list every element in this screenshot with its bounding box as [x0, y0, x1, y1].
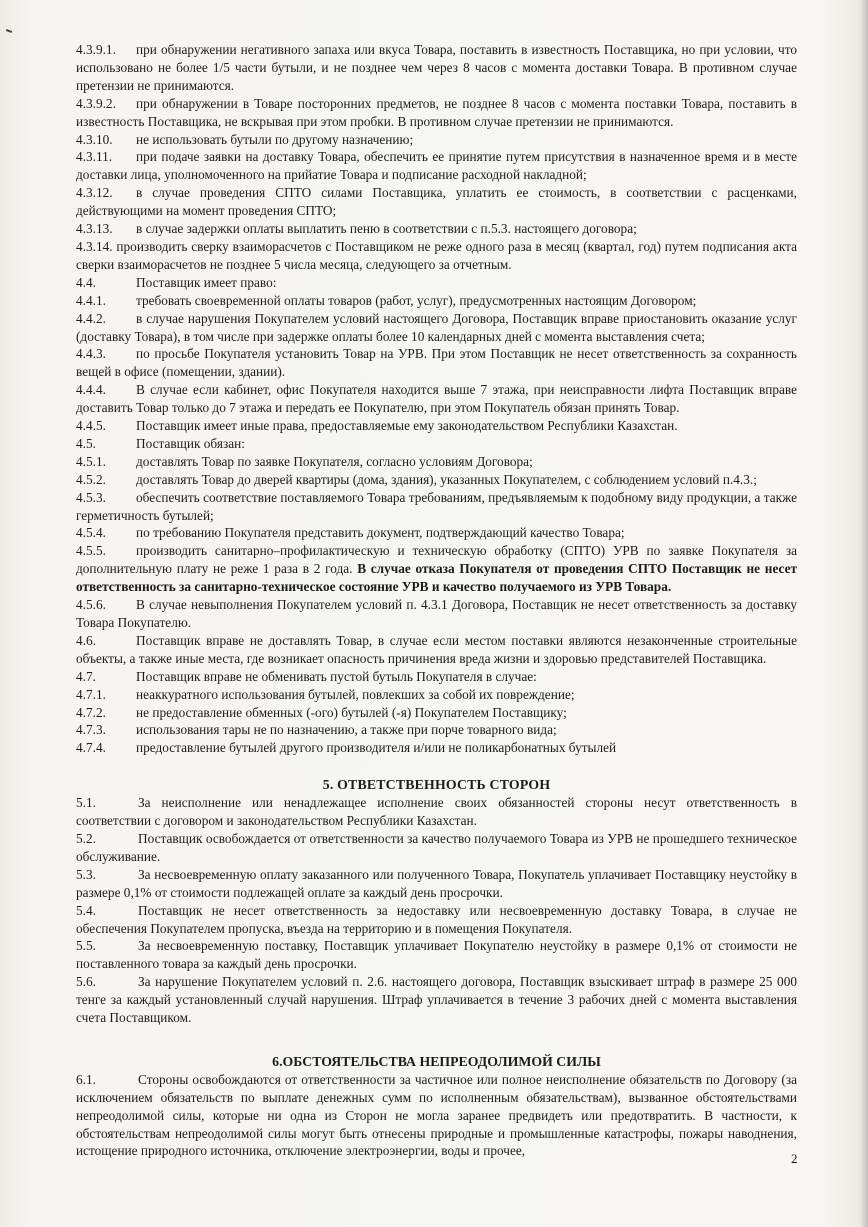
clause-4-3-9-1 [76, 41, 797, 95]
clause-text: Стороны освобождаются от ответственности за частичное или полное неисполнение обязательств по Договору (за исключением обязательств по выплате денежных сумм по исполненным обязательствам), вызванное обстоятельствами непреодолимой силы, которые ни одна из Сторон не могла заранее предвидеть или предотвратить. В частности, к обстоятельствам непреодолимой силы могут быть отнесены природные и промышленные катастрофы, пожары наводнения, истощение природного источника, отключение электроэнергии, воды и прочее, [76, 1071, 797, 1159]
clause-4-4-4 [76, 381, 797, 417]
clause-number: 5.2. [76, 830, 96, 846]
clause-number: 4.4.3. [76, 346, 106, 362]
clause-number: 4.6. [76, 632, 96, 648]
clause-number: 4.3.9.2. [76, 95, 116, 111]
clause-4-5 [76, 435, 797, 453]
section-5-heading: 5. ОТВЕТСТВЕННОСТЬ СТОРОН [322, 777, 551, 793]
clause-number: 4.7.1. [76, 686, 106, 702]
clause-number: 6.1. [76, 1071, 96, 1087]
clause-number: 4.3.13. [76, 221, 113, 237]
clause-number: 4.3.10. [76, 131, 113, 147]
clause-text: при подаче заявки на доставку Товара, обеспечить ее принятие путем присутствия в назначенное время и в месте доставки лица, уполномоченного на прийатие Товара и подписание расходной накладной; [76, 149, 797, 183]
page-number: 2 [791, 1151, 798, 1166]
clause-4-7 [76, 668, 797, 686]
clause-text: по просьбе Покупателя установить Товар на УРВ. При этом Поставщик не несет ответственность за сохранность вещей в офисе (помещении, здании). [76, 346, 797, 380]
clause-4-7-3 [76, 721, 797, 739]
clause-4-4 [76, 274, 797, 292]
clause-4-3-11 [76, 148, 797, 184]
clause-4-5-4 [76, 524, 797, 542]
clause-text: Поставщик вправе не доставлять Товар, в случае если местом поставки являются незаконченные строительные объекты, а также иные места, где возникает опасность причинения вреда жизни и здоровью представителей Поставщика. [76, 632, 797, 666]
clause-number: 4.4.5. [76, 418, 106, 434]
clause-number: 5.4. [76, 902, 96, 918]
clause-number: 5.3. [76, 866, 96, 882]
clause-4-5-1 [76, 453, 797, 471]
clause-5-2 [76, 830, 797, 866]
clause-number: 4.4. [76, 274, 96, 290]
scan-mark [6, 29, 12, 33]
clause-text: при обнаружении в Товаре посторонних предметов, не позднее 8 часов с момента поставки Товара, поставить в известность Поставщика, не вскрывая при этом пробки. В противном случае претензии не принимаются. [76, 95, 797, 129]
clause-4-4-5 [76, 417, 797, 435]
clause-text: В случае если кабинет, офис Покупателя находится выше 7 этажа, при неисправности лифта Поставщик вправе доставить Товар только до 7 этажа и передать ее Покупателю, при этом Покупатель обязан принять Товар. [76, 382, 797, 416]
clause-text: при обнаружении негативного запаха или вкуса Товара, поставить в известность Поставщика, но при условии, что использовано не более 1/5 части бутыли, и не позднее чем через 8 часов с момента доставки Товара. В противном случае претензии не принимаются. [76, 42, 797, 93]
clause-4-3-12 [76, 184, 797, 220]
clause-number: 4.3.14. [76, 238, 113, 254]
clause-4-4-2 [76, 310, 797, 346]
clause-number: 4.5. [76, 435, 96, 451]
clause-number: 4.3.12. [76, 185, 113, 201]
clause-4-7-1 [76, 686, 797, 704]
clause-number: 4.4.1. [76, 292, 106, 308]
clause-number: 4.3.9.1. [76, 42, 116, 57]
clause-5-1 [76, 794, 797, 830]
clause-4-3-13 [76, 220, 797, 238]
document-body [76, 41, 797, 1160]
clause-text: За несвоевременную поставку, Поставщик уплачивает Покупателю неустойку в размере 0,1% от стоимости не поставленного товара за каждый день просрочки. [76, 938, 797, 972]
clause-4-6 [76, 632, 797, 668]
clause-text: доставлять Товар до дверей квартиры (дома, здания), указанных Покупателем, с соблюдением условий п.4.3.; [136, 471, 757, 487]
clause-text: производить сверку взаиморасчетов с Поставщиком не реже одного раза в месяц (квартал, год) путем подписания акта сверки взаиморасчетов не позднее 5 числа месяца, следующего за отчетным. [76, 238, 797, 272]
clause-text: в случае нарушения Покупателем условий настоящего Договора, Поставщик вправе приостановить оказание услуг (доставку Товара), в том числе при задержке оплаты более 10 календарных дней с момента выставления счета; [76, 310, 797, 344]
clause-text: Поставщик имеет право: [136, 274, 277, 290]
clause-4-3-10 [76, 131, 797, 149]
clause-number: 4.7.4. [76, 740, 106, 756]
clause-number: 5.6. [76, 974, 96, 990]
clause-bold-text: В случае отказа Покупателя от проведения СПТО Поставщик не несет ответственность за санитарно-техническое состояние УРВ и качество получаемого из УРВ Товара. [76, 561, 798, 595]
clause-text: производить санитарно–профилактическую и техническую обработку (СПТО) УРВ по заявке Покупателя за дополнительную плату не реже 1 раза в 2 года. [76, 543, 797, 577]
clause-number: 5.5. [76, 938, 96, 954]
clause-5-4 [76, 902, 797, 938]
clause-number: 4.7.3. [76, 722, 106, 738]
clause-number: 4.5.5. [76, 543, 106, 559]
clause-text: не использовать бутыли по другому назначению; [136, 131, 414, 147]
clause-4-5-6 [76, 596, 797, 632]
clause-4-4-3 [76, 345, 797, 381]
clause-5-3 [76, 866, 797, 902]
clause-4-3-14 [76, 238, 797, 274]
clause-text: не предоставление обменных (-ого) бутылей (-я) Покупателем Поставщику; [136, 704, 567, 720]
clause-4-7-2 [76, 704, 797, 722]
clause-text: Поставщик обязан: [136, 435, 245, 451]
clause-number: 4.7. [76, 668, 96, 684]
clause-text: В случае невыполнения Покупателем условий п. 4.3.1 Договора, Поставщик не несет ответственность за доставку Товара Покупателю. [76, 597, 797, 630]
clause-number: 4.5.2. [76, 471, 106, 487]
clause-text: по требованию Покупателя представить документ, подтверждающий качество Товара; [136, 525, 625, 541]
clause-number: 4.4.2. [76, 310, 106, 326]
clause-number: 4.3.11. [76, 149, 113, 165]
clause-text: За несвоевременную оплату заказанного или полученного Товара, Покупатель уплачивает Поставщику неустойку в размере 0,1% от стоимости подлежащей оплате за каждый день просрочки. [76, 866, 797, 900]
clause-5-6 [76, 973, 797, 1027]
clause-4-5-2 [76, 471, 797, 489]
clause-text: За нарушение Покупателем условий п. 2.6. настоящего договора, Поставщик взыскивает штраф в размере 25 000 тенге за каждый установленный случай нарушения. Штраф уплачивается в течение 3 рабочих дней с момента выставления счета Поставщиком. [76, 974, 797, 1026]
clause-4-7-4 [76, 739, 797, 757]
clause-4-5-3 [76, 489, 797, 525]
clause-number: 4.7.2. [76, 704, 106, 720]
clause-text: в случае проведения СПТО силами Поставщика, уплатить ее стоимость, в соответствии с расценками, действующими на момент проведения СПТО; [76, 185, 797, 219]
clause-text: неаккуратного использования бутылей, повлекших за собой их повреждение; [136, 686, 575, 702]
clause-text: обеспечить соответствие поставляемого Товара требованиям, предъявляемым к подобному виду продукции, а также герметичность бутылей; [76, 489, 797, 523]
section-6-heading: 6.ОБСТОЯТЕЛЬСТВА НЕПРЕОДОЛИМОЙ СИЛЫ [272, 1053, 601, 1069]
clause-text: Поставщик имеет иные права, предоставляемые ему законодательством Республики Казахстан. [136, 418, 678, 434]
clause-number: 4.5.4. [76, 525, 106, 541]
clause-text: в случае задержки оплаты выплатить пеню в соответствии с п.5.3. настоящего договора; [136, 221, 637, 237]
clause-text: требовать своевременной оплаты товаров (работ, услуг), предусмотренных настоящим Договором; [136, 292, 697, 308]
clause-number: 4.4.4. [76, 382, 106, 398]
clause-text: Поставщик не несет ответственность за недоставку или несвоевременную доставку Товара, в случае не обеспечения Покупателем пропуска, въезда на территорию и в помещения Покупателя. [76, 902, 797, 936]
clause-text: доставлять Товар по заявке Покупателя, согласно условиям Договора; [136, 453, 533, 469]
clause-text: предоставление бутылей другого производителя и/или не поликарбонатных бутылей [136, 740, 617, 756]
page-edge-shadow [860, 0, 868, 1227]
clause-5-5 [76, 937, 797, 973]
clause-4-4-1 [76, 292, 797, 310]
clause-text: использования тары не по назначению, а также при порче товарного вида; [136, 722, 557, 738]
clause-4-5-5 [76, 542, 797, 596]
clause-text: За неисполнение или ненадлежащее исполнение своих обязанностей стороны несут ответственность в соответствии с договором и законодательством Республики Казахстан. [76, 795, 797, 829]
clause-number: 4.5.1. [76, 453, 106, 469]
clause-text: Поставщик освобождается от ответственности за качество получаемого Товара из УРВ не прошедшего техническое обслуживание. [76, 830, 797, 864]
clause-number: 5.1. [76, 795, 96, 811]
clause-6-1 [76, 1071, 797, 1161]
clause-text: Поставщик вправе не обменивать пустой бутыль Покупателя в случае: [136, 668, 537, 684]
clause-number: 4.5.3. [76, 489, 106, 505]
clause-4-3-9-2 [76, 95, 797, 131]
clause-number: 4.5.6. [76, 597, 106, 613]
